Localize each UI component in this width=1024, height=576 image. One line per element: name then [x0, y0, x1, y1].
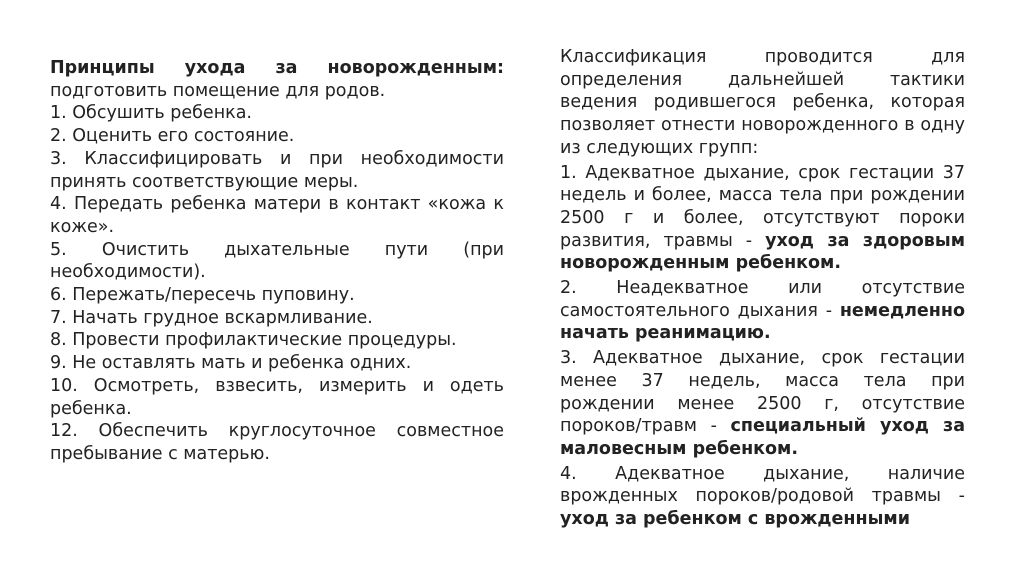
group-action: специальный уход за маловесным ребенком. — [560, 416, 965, 459]
principles-heading-bold: Принципы ухода за новорожденным: — [50, 58, 504, 78]
group-text: 4. Адекватное дыхание, наличие врожденных пороков/родовой травмы - — [560, 463, 965, 507]
step-item: 10. Осмотреть, взвесить, измерить и одеть ребенка. — [50, 375, 504, 419]
group-item — [560, 463, 965, 531]
step-item: 4. Передать ребенка матери в контакт «кожа к коже». — [50, 194, 504, 237]
step-item: 3. Классифицировать и при необходимости принять соответствующие меры. — [50, 148, 504, 192]
left-column — [50, 57, 504, 466]
step-item: 12. Обеспечить круглосуточное совместное пребывание с матерью. — [50, 421, 504, 464]
principles-heading — [50, 57, 504, 102]
step-item: 6. Пережать/пересечь пуповину. — [50, 285, 355, 306]
classification-intro: Классификация проводится для определения дальнейшей тактики ведения родившегося ребенка, которая позволяет отнести новорожденного в одну из следующих групп: — [560, 47, 965, 158]
group-action: уход за ребенком с врожденными — [560, 509, 910, 530]
group-action: немедленно начать реанимацию. — [560, 300, 965, 344]
group-action: уход за здоровым новорожденным ребенком. — [560, 230, 965, 274]
step-item: 5. Очистить дыхательные пути (при необходимости). — [50, 239, 504, 283]
step-item: 7. Начать грудное вскармливание. — [50, 307, 373, 328]
group-text: 3. Адекватное дыхание, срок гестации менее 37 недель, масса тела при рождении менее 2500 г, отсутствие пороков/травм - — [560, 348, 965, 437]
step-item: 2. Оценить его состояние. — [50, 126, 295, 147]
group-item — [560, 162, 965, 276]
principles-heading-rest: подготовить помещение для родов. — [50, 80, 386, 101]
group-item — [560, 277, 965, 345]
step-item: 8. Провести профилактические процедуры. — [50, 330, 457, 351]
group-item — [560, 347, 965, 461]
group-text: 1. Адекватное дыхание, срок гестации 37 недель и более, масса тела при рождении 2500 г и более, отсутствуют пороки развития, травмы - — [560, 162, 965, 251]
group-text: 2. Неадекватное или отсутствие самостоятельного дыхания - — [560, 278, 965, 321]
right-column — [560, 46, 965, 531]
step-item: 1. Обсушить ребенка. — [50, 103, 252, 124]
step-item: 9. Не оставлять мать и ребенка одних. — [50, 353, 412, 374]
